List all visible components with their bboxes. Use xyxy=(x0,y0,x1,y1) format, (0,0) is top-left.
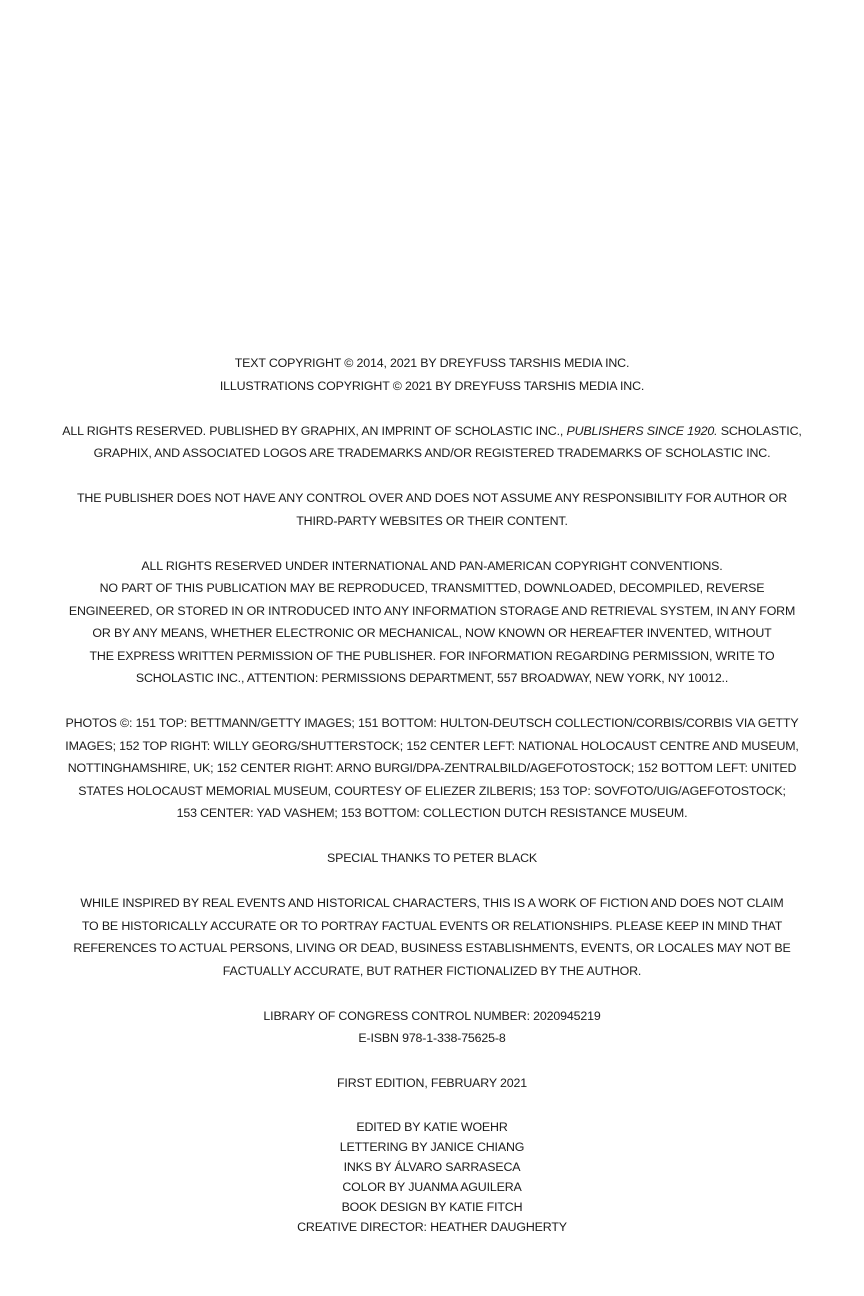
fiction-notice-line: REFERENCES TO ACTUAL PERSONS, LIVING OR DEAD, BUSINESS ESTABLISHMENTS, EVENTS, OR LOCALES MAY NOT BE xyxy=(73,941,791,955)
book-design-credit: BOOK DESIGN BY KATIE FITCH xyxy=(341,1200,523,1214)
photo-credits-line: 153 CENTER: YAD VASHEM; 153 BOTTOM: COLLECTION DUTCH RESISTANCE MUSEUM. xyxy=(176,806,688,820)
rights-line-2: GRAPHIX, AND ASSOCIATED LOGOS ARE TRADEMARKS AND/OR REGISTERED TRADEMARKS OF SCHOLASTIC INC. xyxy=(93,446,771,460)
staff-credits-block xyxy=(0,1117,864,1237)
copyright-block xyxy=(0,352,864,397)
conventions-line: OR BY ANY MEANS, WHETHER ELECTRONIC OR MECHANICAL, NOW KNOWN OR HEREAFTER INVENTED, WITHOUT xyxy=(92,626,772,640)
editor-credit: EDITED BY KATIE WOEHR xyxy=(356,1120,508,1134)
fiction-notice-line: FACTUALLY ACCURATE, BUT RATHER FICTIONALIZED BY THE AUTHOR. xyxy=(222,963,642,978)
conventions-line: ENGINEERED, OR STORED IN OR INTRODUCED INTO ANY INFORMATION STORAGE AND RETRIEVAL SYSTEM, IN ANY FORM xyxy=(68,603,796,618)
fiction-notice-line: TO BE HISTORICALLY ACCURATE OR TO PORTRAY FACTUAL EVENTS OR RELATIONSHIPS. PLEASE KEEP IN MIND THAT xyxy=(81,918,783,933)
special-thanks-line: SPECIAL THANKS TO PETER BLACK xyxy=(326,851,538,865)
eisbn-line: E-ISBN 978-1-338-75625-8 xyxy=(358,1031,506,1045)
photo-credits-line: IMAGES; 152 TOP RIGHT: WILLY GEORG/SHUTTERSTOCK; 152 CENTER LEFT: NATIONAL HOLOCAUST CENTRE AND MUSEUM, xyxy=(65,738,799,753)
edition-block xyxy=(0,1072,864,1095)
rights-line-1-start: ALL RIGHTS RESERVED. PUBLISHED BY GRAPHIX, AN IMPRINT OF SCHOLASTIC INC., xyxy=(62,423,567,438)
photo-credits-line: PHOTOS ©: 151 TOP: BETTMANN/GETTY IMAGES; 151 BOTTOM: HULTON-DEUTSCH COLLECTION/CORBIS/CORBIS VIA GETTY xyxy=(65,716,799,730)
rights-line-1 xyxy=(0,420,864,443)
fiction-notice-line: WHILE INSPIRED BY REAL EVENTS AND HISTORICAL CHARACTERS, THIS IS A WORK OF FICTION AND DOES NOT CLAIM xyxy=(80,896,784,910)
lettering-credit: LETTERING BY JANICE CHIANG xyxy=(339,1140,525,1154)
color-credit: COLOR BY JUANMA AGUILERA xyxy=(342,1180,522,1194)
photo-credits-block xyxy=(0,712,864,825)
photo-credits-line: STATES HOLOCAUST MEMORIAL MUSEUM, COURTESY OF ELIEZER ZILBERIS; 153 TOP: SOVFOTO/UIG/AGEFOTOSTOCK; xyxy=(78,783,786,798)
inks-credit: INKS BY ÁLVARO SARRASECA xyxy=(343,1160,521,1174)
photo-credits-line: NOTTINGHAMSHIRE, UK; 152 CENTER RIGHT: ARNO BURGI/DPA-ZENTRALBILD/AGEFOTOSTOCK; 152 BOTTOM LEFT: UNITED xyxy=(67,761,797,775)
conventions-line: NO PART OF THIS PUBLICATION MAY BE REPRODUCED, TRANSMITTED, DOWNLOADED, DECOMPILED, REVERSE xyxy=(99,581,765,595)
lccn-line: LIBRARY OF CONGRESS CONTROL NUMBER: 2020945219 xyxy=(263,1008,601,1023)
text-copyright-line: TEXT COPYRIGHT © 2014, 2021 BY DREYFUSS TARSHIS MEDIA INC. xyxy=(234,356,630,370)
conventions-block xyxy=(0,555,864,690)
publishers-since-tagline: PUBLISHERS SINCE 1920. xyxy=(566,423,718,438)
conventions-line: SCHOLASTIC INC., ATTENTION: PERMISSIONS DEPARTMENT, 557 BROADWAY, NEW YORK, NY 10012.. xyxy=(135,671,729,685)
catalog-block xyxy=(0,1005,864,1050)
copyright-page xyxy=(0,352,864,1260)
conventions-line: ALL RIGHTS RESERVED UNDER INTERNATIONAL AND PAN-AMERICAN COPYRIGHT CONVENTIONS. xyxy=(141,558,723,573)
illustrations-copyright-line: ILLUSTRATIONS COPYRIGHT © 2021 BY DREYFUSS TARSHIS MEDIA INC. xyxy=(219,378,645,393)
edition-line: FIRST EDITION, FEBRUARY 2021 xyxy=(337,1076,527,1090)
rights-block xyxy=(0,420,864,465)
conventions-line: THE EXPRESS WRITTEN PERMISSION OF THE PUBLISHER. FOR INFORMATION REGARDING PERMISSION, WRITE TO xyxy=(89,648,775,663)
fiction-notice-block xyxy=(0,892,864,982)
publisher-notice-line-1: THE PUBLISHER DOES NOT HAVE ANY CONTROL OVER AND DOES NOT ASSUME ANY RESPONSIBILITY FOR AUTHOR OR xyxy=(76,491,787,505)
rights-line-1-end: SCHOLASTIC, xyxy=(717,423,802,438)
creative-director-credit: CREATIVE DIRECTOR: HEATHER DAUGHERTY xyxy=(297,1220,567,1234)
publisher-notice-line-2: THIRD-PARTY WEBSITES OR THEIR CONTENT. xyxy=(296,513,568,528)
thanks-block xyxy=(0,847,864,870)
publisher-notice-block xyxy=(0,487,864,532)
